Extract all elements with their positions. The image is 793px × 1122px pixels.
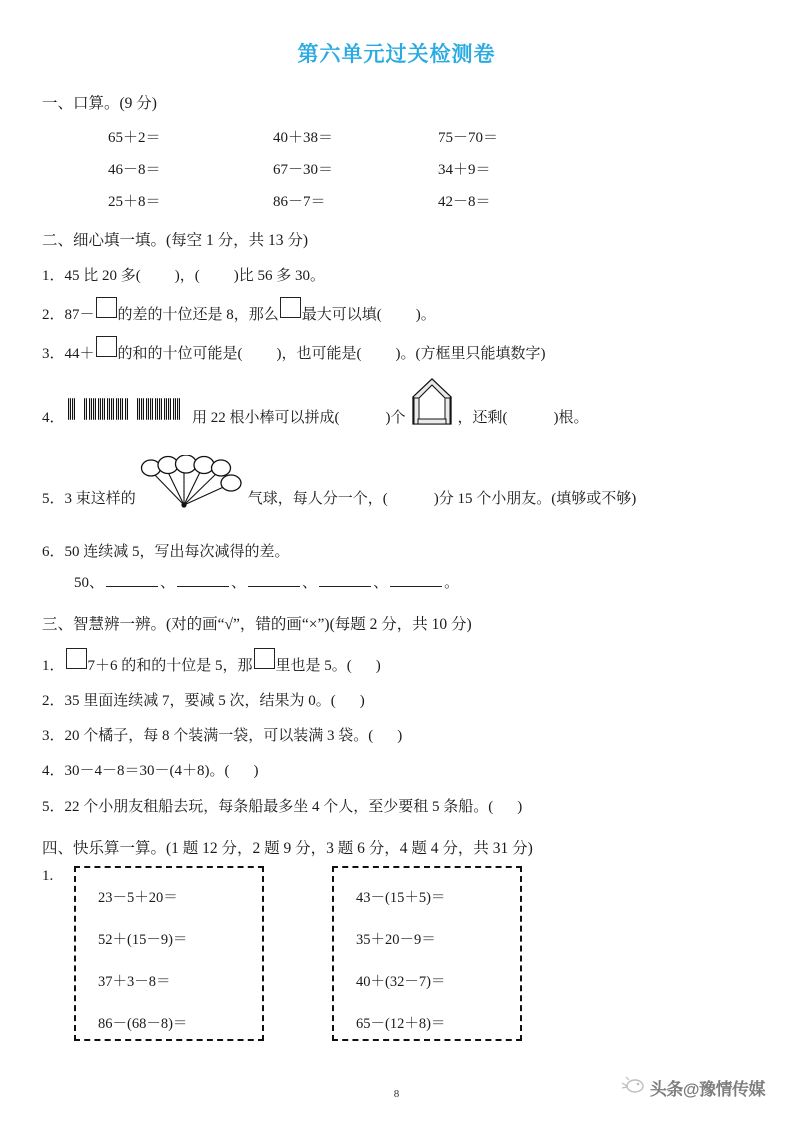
question-index: 2． (42, 692, 65, 709)
page-title: 第六单元过关检测卷 (297, 42, 496, 66)
question-text: 20 个橘子，每 8 个装满一袋，可以装满 3 袋。( (64, 728, 374, 744)
answer-underline[interactable] (390, 573, 442, 587)
question-text: )个 (385, 410, 406, 427)
calculation-box-left (74, 866, 264, 1041)
question-text: 气球，每人分一个，( (247, 490, 388, 507)
house-shape-icon (409, 376, 455, 436)
calculation-expression: 43－(15＋5)＝ (356, 890, 446, 906)
question-text: ) (253, 763, 259, 780)
question-2-4 (34, 384, 759, 444)
question-text: )。 (415, 306, 436, 323)
question-2-6 (34, 541, 759, 564)
answer-underline[interactable] (248, 573, 300, 587)
bird-logo-icon (621, 1076, 647, 1099)
page-number: 8 (393, 1088, 400, 1100)
question-index: 4． (42, 410, 65, 427)
question-text: )，也可能是( (276, 346, 362, 362)
oral-arithmetic-grid (34, 126, 759, 211)
section-heading-four: 四、快乐算一算。(1 题 12 分，2 题 9 分，3 题 6 分，4 题 4 分，共 31 分) (42, 839, 533, 857)
calculation-expression: 23－5＋20＝ (98, 890, 178, 906)
watermark-text: 头条@豫情传媒 (649, 1080, 765, 1099)
question-text: 44＋ (64, 346, 95, 362)
question-index: 3． (42, 728, 65, 744)
question-index: 5． (42, 798, 65, 815)
question-2-6-answer-row (34, 572, 759, 595)
section-heading-two: 二、细心填一填。(每空 1 分，共 13 分) (42, 232, 309, 250)
question-text: 3 束这样的 (64, 490, 136, 507)
oral-problem: 46－8＝ (108, 162, 161, 179)
question-text: 50 连续减 5，写出每次减得的差。 (64, 543, 290, 560)
question-3-3 (34, 725, 759, 748)
square-blank-icon[interactable] (96, 336, 117, 357)
question-text: )分 15 个小朋友。(填够或不够) (433, 490, 637, 507)
answer-underline[interactable] (319, 573, 371, 587)
sequence-start: 50、 (74, 575, 105, 591)
calculation-expression: 86－(68－8)＝ (98, 1016, 188, 1032)
square-blank-icon[interactable] (280, 297, 301, 318)
stick-group (68, 398, 76, 420)
answer-underline[interactable] (177, 573, 229, 587)
oral-problem: 75－70＝ (438, 130, 499, 147)
question-3-1 (34, 651, 759, 678)
question-text: 7＋6 的和的十位是 5，那 (87, 657, 253, 674)
calculation-expression: 37＋3－8＝ (98, 974, 171, 990)
calculation-box-right (332, 866, 522, 1041)
question-text: 最大可以填( (301, 306, 382, 323)
question-2-1 (34, 265, 759, 288)
counting-sticks-icon (68, 398, 190, 420)
question-text: 30－4－8＝30－(4＋8)。( (64, 763, 230, 780)
question-text: 87－ (64, 306, 95, 323)
section-heading-one: 一、口算。(9 分) (42, 95, 157, 112)
question-text: 里也是 5。( (275, 657, 352, 674)
question-index: 1. (42, 868, 54, 884)
separator: 、 (373, 575, 389, 591)
sequence-end: 。 (444, 575, 460, 591)
question-index: 6． (42, 543, 65, 560)
question-2-2 (34, 300, 759, 327)
calculation-expression: 52＋(15－9)＝ (98, 932, 188, 948)
question-3-4 (34, 760, 759, 783)
question-index: 3． (42, 346, 65, 362)
question-text: )，( (174, 267, 200, 284)
question-text: 35 里面连续减 7，要减 5 次，结果为 0。( (64, 692, 336, 709)
separator: 、 (231, 575, 247, 591)
oral-problem: 67－30＝ (273, 162, 334, 179)
square-blank-icon[interactable] (96, 297, 117, 318)
stick-group (84, 398, 128, 420)
oral-row (42, 158, 759, 179)
question-index: 4． (42, 763, 65, 780)
question-text: 的差的十位还是 8，那么 (117, 306, 279, 323)
calculation-expression: 65－(12＋8)＝ (356, 1016, 446, 1032)
oral-problem: 25＋8＝ (108, 194, 161, 211)
question-3-2 (34, 690, 759, 713)
oral-problem: 42－8＝ (438, 194, 491, 211)
separator: 、 (302, 575, 318, 591)
stick-group (137, 398, 181, 420)
question-text: )比 56 多 30。 (233, 267, 326, 284)
question-text: 22 个小朋友租船去玩，每条船最多坐 4 个人，至少要租 5 条船。( (64, 798, 494, 815)
oral-problem: 65＋2＝ (108, 130, 161, 147)
separator: 、 (160, 575, 176, 591)
question-text: ) (517, 798, 523, 815)
question-text: ) (397, 728, 403, 744)
question-text: 45 比 20 多( (64, 267, 141, 284)
oral-problem: 86－7＝ (273, 194, 326, 211)
question-2-3 (34, 339, 759, 366)
balloon-bunch-icon (140, 455, 244, 517)
section-heading-three: 三、智慧辨一辨。(对的画“√”，错的画“×”)(每题 2 分，共 10 分) (42, 616, 472, 634)
oral-row (42, 190, 759, 211)
question-text: ) (359, 692, 365, 709)
oral-problem: 40＋38＝ (273, 130, 334, 147)
watermark (621, 1075, 765, 1100)
calculation-exercise-1 (34, 866, 759, 1041)
calculation-expression: 35＋20－9＝ (356, 932, 436, 948)
oral-row (42, 126, 759, 147)
question-text: )。(方框里只能填数字) (395, 346, 546, 362)
question-text: 的和的十位可能是( (117, 346, 243, 362)
question-index: 5． (42, 490, 65, 507)
square-blank-icon[interactable] (254, 648, 275, 669)
question-2-5 (34, 465, 759, 527)
question-index: 1． (42, 267, 65, 284)
question-text: ) (375, 657, 381, 674)
question-index: 1． (42, 657, 65, 674)
calculation-expression: 40＋(32－7)＝ (356, 974, 446, 990)
oral-problem: 34＋9＝ (438, 162, 491, 179)
question-index: 2． (42, 306, 65, 323)
answer-underline[interactable] (106, 573, 158, 587)
square-blank-icon[interactable] (66, 648, 87, 669)
question-text: )根。 (553, 410, 589, 427)
question-text: 用 22 根小棒可以拼成( (192, 410, 340, 427)
question-text: ，还剩( (457, 410, 508, 427)
question-3-5 (34, 796, 759, 819)
